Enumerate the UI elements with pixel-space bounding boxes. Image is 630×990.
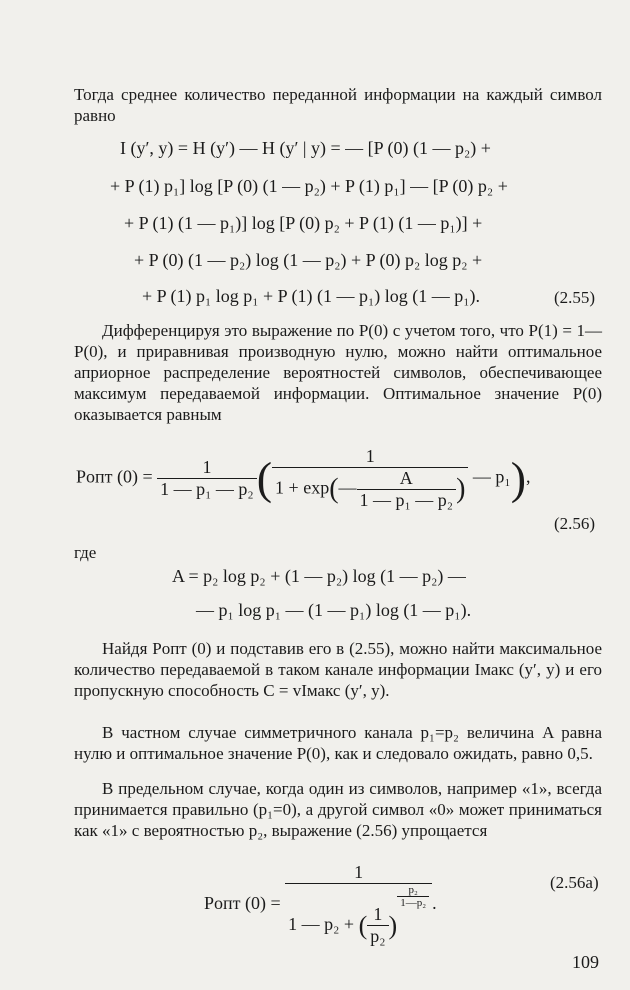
equation-number-2-55: (2.55) xyxy=(554,288,596,307)
equation-2-55-line-2: + P (1) p₁] log [P (0) (1 — p₂) + P (1) p₁] — [P (0) p₂ + xyxy=(110,176,508,196)
equation-A-line-1: A = p₂ log p₂ + (1 — p₂) log (1 — p₂) — xyxy=(172,566,466,586)
paragraph-symmetric: В частном случае симметричного канала p₁=p₂ величина A равна нулю и оптимальное значение P(0), как и следовало ожидать, равно 0,5. xyxy=(74,723,602,763)
equation-number-2-56: (2.56) xyxy=(554,514,596,533)
paragraph-max-info: Найдя Pопт (0) и подставив его в (2.55), можно найти максимальное количество передаваемой в таком канале информации Iмакс (y′, y) и его пропускную способность C = vIмакс (y′, y). xyxy=(74,639,602,700)
paragraph-limit: В предельном случае, когда один из символов, например «1», всегда принимается правильно (p₁=0), а другой символ «0» может приниматься как «1» с вероятностью p₂, выражение (2.56) упрощается xyxy=(74,779,602,840)
equation-2-56a: Pопт (0) = 1 1 — p₂ + ( $\frac{1}{\text{p₂}}$ ) $\frac{\text{p₂}}{\text{1—p₂}}$ . xyxy=(204,862,437,947)
left-paren: ( xyxy=(256,452,273,504)
equation-A-line-2: — p₁ log p₁ — (1 — p₁) log (1 — p₁). xyxy=(196,600,472,620)
eq-2-56a-fraction: 1 1 — p₂ + ( $\frac{1}{\text{p₂}}$ ) $\frac{\text{p₂}}{\text{1—p₂}}$ xyxy=(285,862,432,947)
equation-2-55-line-1: I (y′, y) = H (y′) — H (y′ | y) = — [P (0) (1 — p₂) + xyxy=(120,138,491,158)
eq-2-56-lhs: Pопт (0) = xyxy=(76,466,153,487)
eq-2-56a-inner-fraction: $\frac{1}{\text{p₂}}$ xyxy=(367,904,388,947)
eq-2-56a-exponent: $\frac{\text{p₂}}{\text{1—p₂}}$ xyxy=(397,884,429,909)
paragraph-differentiation: Дифференцируя это выражение по P(0) с учетом того, что P(1) = 1—P(0), и приравнивая производную нулю, можно найти оптимальное априорное распределение вероятностей символов, обеспечивающее максимум передаваемой информации. Оптимальное значение P(0) оказывается равным xyxy=(74,321,602,424)
page-number: 109 xyxy=(572,952,599,972)
paragraph-intro: Тогда среднее количество переданной информации на каждый символ равно xyxy=(74,85,602,125)
equation-2-55-line-3: + P (1) (1 — p₁)] log [P (0) p₂ + P (1) (1 — p₁)] + xyxy=(124,213,483,233)
eq-2-56a-lhs: Pопт (0) = xyxy=(204,892,281,913)
equation-2-55-line-5: + P (1) p₁ log p₁ + P (1) (1 — p₁) log (1 — p₁). xyxy=(142,286,481,306)
equation-2-56: Pопт (0) = $\frac{1}{\text{1 — p₁ — p₂}}$ ( 1 1 + exp(— $\frac{A}{\text{1 — p₁ — p₂}}$ ) — p₁), xyxy=(76,446,531,510)
equation-number-2-56a: (2.56a) xyxy=(550,873,599,892)
right-paren: ) xyxy=(510,452,527,504)
eq-2-56-fraction-2: 1 1 + exp(— $\frac{A}{\text{1 — p₁ — p₂}}$ ) xyxy=(272,446,468,511)
eq-2-56-fraction-3: $\frac{A}{\text{1 — p₁ — p₂}}$ xyxy=(357,468,457,511)
eq-2-56-tail: — p₁ xyxy=(472,466,511,487)
paragraph-where: где xyxy=(74,543,97,562)
equation-2-55-line-4: + P (0) (1 — p₂) log (1 — p₂) + P (0) p₂ log p₂ + xyxy=(134,250,483,270)
eq-2-56-fraction-1: $\frac{1}{\text{1 — p₁ — p₂}}$ xyxy=(157,457,257,500)
